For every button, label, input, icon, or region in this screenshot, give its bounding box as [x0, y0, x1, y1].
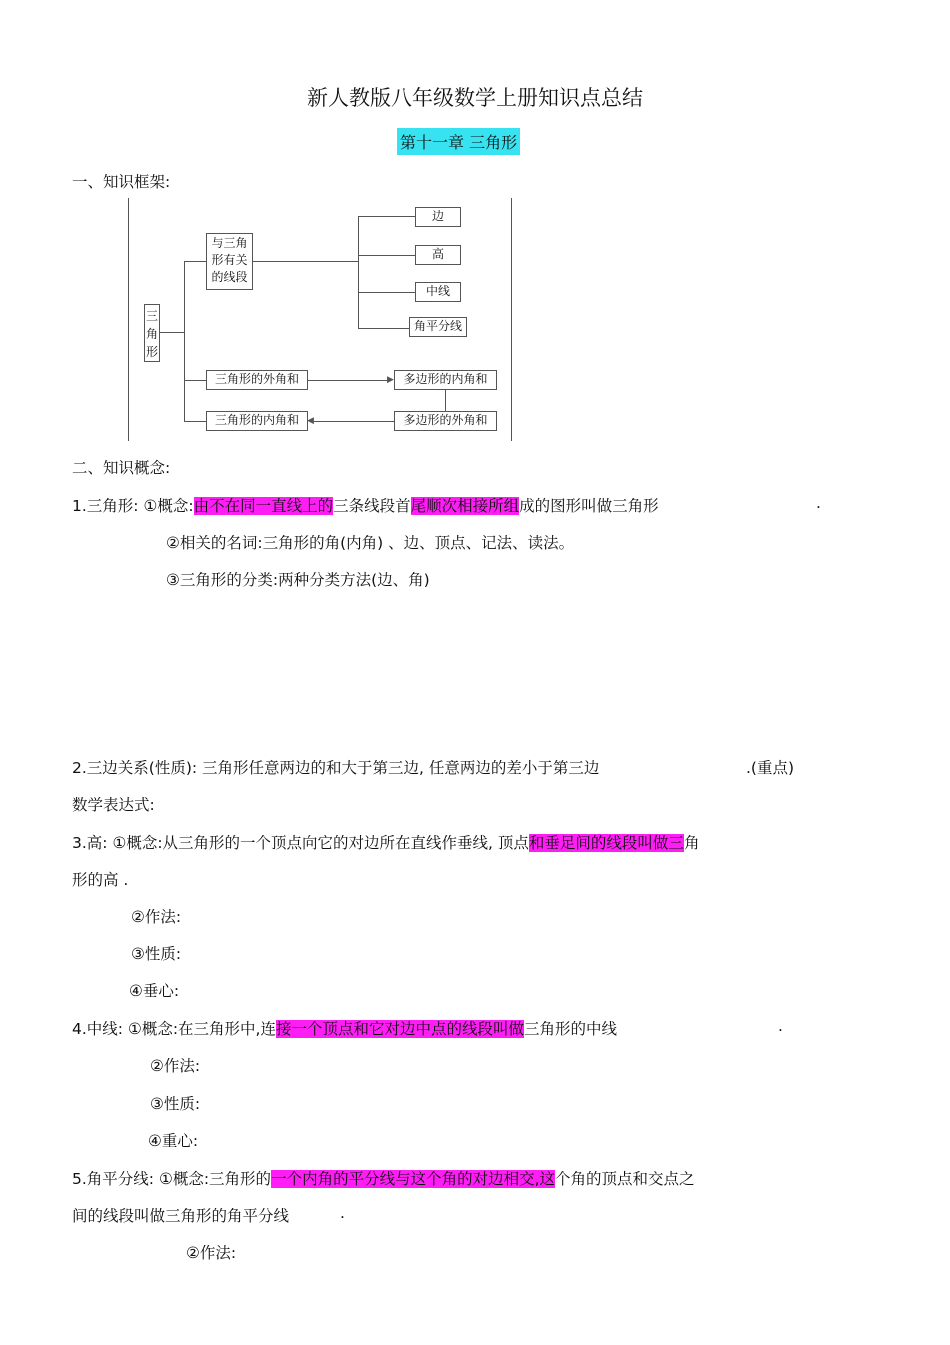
diagram-arrow	[314, 421, 394, 422]
diagram-side: 边	[415, 207, 461, 227]
diagram-height: 高	[415, 245, 461, 265]
diagram-connector	[358, 216, 415, 217]
diagram-frame-right	[511, 198, 512, 441]
highlight: 接一个顶点和它对边中点的线段叫做	[275, 1020, 524, 1038]
item5-period: .	[340, 1204, 345, 1222]
item5-tail: 个角的顶点和交点之	[555, 1170, 695, 1188]
diagram-root-triangle: 三 角 形	[144, 304, 160, 362]
item5-line2: 间的线段叫做三角形的角平分线	[72, 1207, 290, 1225]
item3-height-concept	[72, 831, 699, 853]
item5-construction: ②作法:	[186, 1244, 237, 1262]
diagram-polygon-exterior-sum: 多边形的外角和	[394, 411, 497, 431]
diagram-frame-left	[128, 198, 129, 441]
item4-centroid: ④重心:	[148, 1132, 199, 1150]
item1-mid: 三条线段首	[333, 497, 411, 515]
item4-tail: 三角形的中线	[524, 1020, 618, 1038]
arrow-left-icon: ◀	[307, 416, 314, 426]
diagram-connector	[184, 261, 185, 421]
diagram-connector	[184, 421, 206, 422]
item3-line2: 形的高 .	[72, 871, 129, 889]
diagram-angle-bisector: 角平分线	[409, 317, 467, 337]
item1-tail: 成的图形叫做三角形	[519, 497, 659, 515]
item2-expression: 数学表达式:	[72, 796, 155, 814]
item3-property: ③性质:	[131, 945, 182, 963]
page-title: 新人教版八年级数学上册知识点总结	[307, 86, 643, 110]
diagram-connector	[358, 216, 359, 328]
item3-prefix: 3.高: ①概念:从三角形的一个顶点向它的对边所在直线作垂线, 顶点	[72, 834, 529, 852]
knowledge-framework-diagram	[128, 198, 512, 441]
item5-prefix: 5.角平分线: ①概念:三角形的	[72, 1170, 272, 1188]
item1-classification: ③三角形的分类:两种分类方法(边、角)	[166, 571, 430, 589]
item4-construction: ②作法:	[150, 1057, 201, 1075]
diagram-connector	[358, 328, 410, 329]
item4-prefix: 4.中线: ①概念:在三角形中,连	[72, 1020, 276, 1038]
item2-triangle-inequality: 2.三边关系(性质): 三角形任意两边的和大于第三边, 任意两边的差小于第三边	[72, 759, 600, 777]
highlight: 和垂足间的线段叫做三	[528, 834, 684, 852]
item1-related-terms: ②相关的名词:三角形的角(内角) 、边、顶点、记法、读法。	[166, 534, 575, 552]
highlight: 一个内角的平分线与这个角的对边相交,这	[271, 1170, 555, 1188]
diagram-arrow	[308, 380, 388, 381]
diagram-polygon-interior-sum: 多边形的内角和	[394, 370, 497, 390]
item4-median-concept	[72, 1017, 617, 1039]
diagram-connector	[184, 380, 206, 381]
arrow-right-icon: ▶	[387, 375, 394, 385]
diagram-triangle-interior-sum: 三角形的内角和	[206, 411, 308, 431]
item4-property: ③性质:	[150, 1095, 201, 1113]
item1-concept	[72, 494, 659, 516]
highlight: 尾顺次相接所组	[410, 497, 520, 515]
item5-bisector-concept	[72, 1167, 695, 1189]
section-framework-heading: 一、知识框架:	[72, 173, 171, 191]
diagram-triangle-exterior-sum: 三角形的外角和	[206, 370, 308, 390]
item1-prefix: 1.三角形: ①概念:	[72, 497, 194, 515]
item3-tail: 角	[683, 834, 700, 852]
diagram-connector	[160, 332, 184, 333]
chapter-heading: 第十一章 三角形	[397, 128, 520, 155]
section-concepts-heading: 二、知识概念:	[72, 459, 171, 477]
highlight: 由不在同一直线上的	[193, 497, 334, 515]
diagram-connector	[358, 292, 415, 293]
item1-period: .	[816, 494, 821, 512]
item3-construction: ②作法:	[131, 908, 182, 926]
item2-key-point: .(重点)	[746, 759, 795, 777]
diagram-connector	[253, 261, 358, 262]
item4-period: .	[778, 1017, 783, 1035]
diagram-median: 中线	[415, 282, 461, 302]
item3-orthocenter: ④垂心:	[129, 982, 180, 1000]
diagram-related-segments: 与三角 形有关 的线段	[206, 233, 253, 290]
diagram-connector	[445, 390, 446, 411]
diagram-connector	[184, 261, 206, 262]
diagram-connector	[358, 255, 415, 256]
